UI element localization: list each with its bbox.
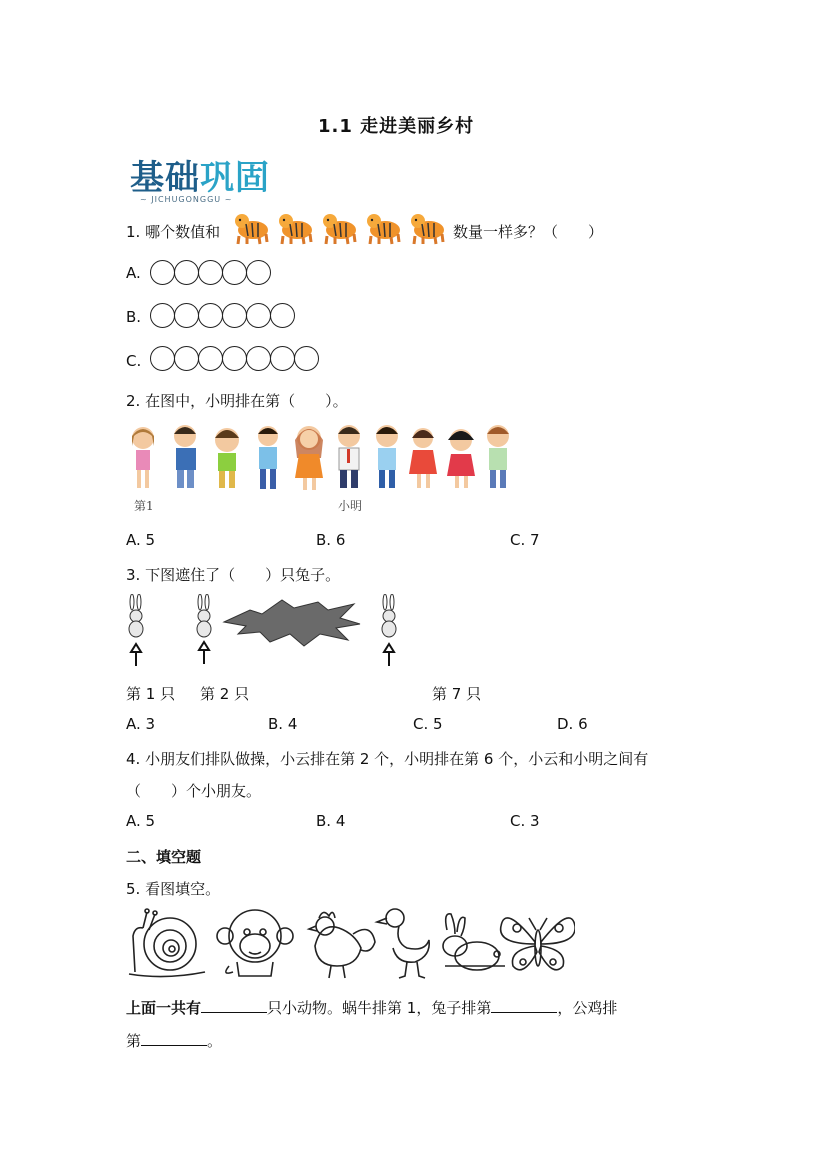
circle-mark	[246, 260, 271, 285]
child-6-xiaoming-icon	[338, 425, 360, 488]
duck-icon	[377, 909, 429, 978]
rabbit-icon	[443, 914, 505, 970]
q1-option-b-label: B.	[126, 308, 142, 326]
q4-option-c: C. 3	[510, 812, 540, 830]
section-heading: 二、填空题	[126, 848, 202, 866]
circle-mark	[294, 346, 319, 371]
q1-option-a-label: A.	[126, 264, 141, 282]
q1-option-a-circles	[150, 260, 270, 285]
q1-prefix: 1. 哪个数值和	[126, 223, 221, 241]
circle-mark	[198, 260, 223, 285]
q2-question: 2. 在图中，小明排在第（ ）。	[126, 392, 348, 410]
q5-blank-total[interactable]	[201, 998, 267, 1013]
child-5-icon	[295, 426, 323, 490]
tiger-icon	[233, 210, 271, 246]
q5-blank-rooster[interactable]	[141, 1031, 207, 1046]
tiger-icon	[365, 210, 403, 246]
tiger-icon	[321, 210, 359, 246]
child-2-icon	[174, 425, 196, 488]
q3-option-d: D. 6	[557, 715, 588, 733]
banner-text-a: 基础	[130, 158, 200, 198]
q3-option-a: A. 3	[126, 715, 156, 733]
q5-text-d: 第	[126, 1032, 142, 1050]
q5-text-e: 。	[207, 1032, 223, 1050]
children-row-illustration	[125, 422, 520, 494]
page-title: 1.1 走进美丽乡村	[318, 116, 475, 137]
q5-fill-line2	[126, 1030, 222, 1051]
q2-label-first: 第1	[134, 499, 154, 513]
q3-option-b: B. 4	[268, 715, 298, 733]
circle-mark	[174, 346, 199, 371]
q3-question: 3. 下图遮住了（ ）只兔子。	[126, 566, 341, 584]
circle-mark	[246, 346, 271, 371]
circle-mark	[150, 303, 175, 328]
q5-text-b: 只小动物。蜗牛排第 1，兔子排第	[267, 999, 492, 1017]
child-10-icon	[487, 425, 509, 488]
child-3-icon	[215, 428, 239, 488]
q2-option-b: B. 6	[316, 531, 346, 549]
circle-mark	[198, 303, 223, 328]
q2-option-a: A. 5	[126, 531, 156, 549]
child-4-icon	[258, 426, 278, 489]
circle-mark	[246, 303, 271, 328]
tiger-row	[233, 210, 447, 246]
rabbit-7-icon	[382, 594, 396, 637]
snail-icon	[129, 909, 205, 977]
q4-option-b: B. 4	[316, 812, 346, 830]
q3-option-c: C. 5	[413, 715, 443, 733]
monkey-icon	[217, 910, 293, 976]
circle-mark	[174, 260, 199, 285]
rabbits-illustration	[122, 594, 412, 670]
tiger-icon	[409, 210, 447, 246]
child-1-icon	[132, 427, 154, 488]
circle-mark	[150, 346, 175, 371]
q2-label-xiaoming: 小明	[338, 499, 363, 513]
q1-suffix: 数量一样多？（ ）	[453, 223, 604, 241]
q3-label-7: 第 7 只	[432, 685, 482, 703]
banner-subtitle: ~ JICHUGONGGU ~	[140, 195, 233, 204]
q5-blank-rabbit[interactable]	[491, 998, 557, 1013]
circle-mark	[174, 303, 199, 328]
circle-mark	[270, 346, 295, 371]
q2-option-c: C. 7	[510, 531, 540, 549]
q4-question-line2: （ ）个小朋友。	[126, 782, 262, 800]
rooster-icon	[309, 912, 375, 978]
q1-option-c-circles	[150, 346, 318, 371]
q1-option-c-label: C.	[126, 352, 142, 370]
banner-text-b: 巩固	[200, 158, 270, 198]
section-banner	[130, 150, 270, 204]
rabbit-2-icon	[197, 594, 211, 637]
tiger-icon	[277, 210, 315, 246]
child-9-icon	[447, 429, 475, 488]
arrow-up-icon	[199, 642, 209, 664]
circle-mark	[150, 260, 175, 285]
rabbit-1-icon	[129, 594, 143, 637]
cover-shape	[224, 600, 360, 646]
circle-mark	[222, 303, 247, 328]
arrow-up-icon	[384, 644, 394, 666]
child-8-icon	[409, 428, 437, 488]
q5-text-c: ，公鸡排	[557, 999, 618, 1017]
child-7-icon	[376, 425, 398, 488]
q1-option-b-circles	[150, 303, 294, 328]
circle-mark	[270, 303, 295, 328]
circle-mark	[222, 260, 247, 285]
q3-label-1: 第 1 只	[126, 685, 176, 703]
q3-label-2: 第 2 只	[200, 685, 250, 703]
circle-mark	[222, 346, 247, 371]
q4-question-line1: 4. 小朋友们排队做操，小云排在第 2 个，小明排在第 6 个，小云和小明之间有	[126, 750, 649, 768]
circle-mark	[198, 346, 223, 371]
q5-text-a: 上面一共有	[126, 999, 202, 1017]
arrow-up-icon	[131, 644, 141, 666]
q5-question: 5. 看图填空。	[126, 880, 221, 898]
q5-fill-line1	[126, 997, 617, 1018]
animals-illustration	[125, 906, 575, 980]
q4-option-a: A. 5	[126, 812, 156, 830]
butterfly-icon	[501, 918, 575, 970]
